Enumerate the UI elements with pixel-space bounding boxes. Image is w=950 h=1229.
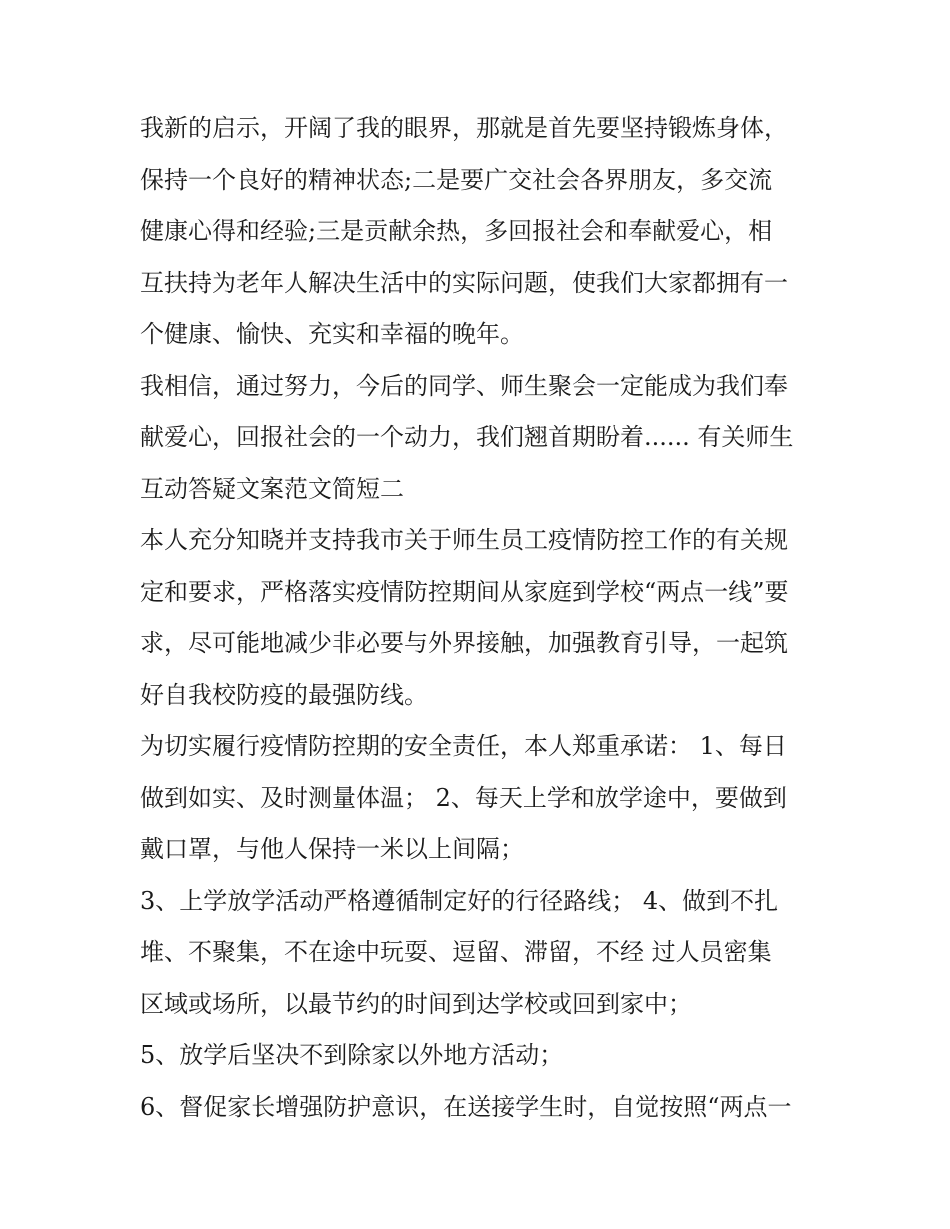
text-line: 戴口罩，与他人保持一米以上间隔；	[140, 835, 524, 863]
text-line: 互扶持为老年人解决生活中的实际问题，使我们大家都拥有一	[140, 268, 788, 297]
text-line: 做到如实、及时测量体温； 2、每天上学和放学途中，要做到	[140, 783, 787, 812]
text-line: 本人充分知晓并支持我市关于师生员工疫情防控工作的有关规	[140, 526, 788, 554]
text-line: 保持一个良好的精神状态;二是要广交社会各界朋友，多交流	[140, 165, 773, 194]
list-item: 3、上学放学活动严格遵循制定好的行径路线； 4、做到不扎	[140, 886, 779, 915]
text-line: 健康心得和经验;三是贡献余热，多回报社会和奉献爱心，相	[140, 217, 773, 245]
text-line: 好自我校防疫的最强防线。	[140, 680, 428, 709]
text-line: 我新的启示，开阔了我的眼界，那就是首先要坚持锻炼身体，	[140, 114, 788, 142]
text-line: 区域或场所，以最节约的时间到达学校或回到家中；	[140, 989, 692, 1018]
text-line: 定和要求，严格落实疫情防控期间从家庭到学校“两点一线”要	[140, 577, 789, 606]
section-heading: 互动答疑文案范文简短二	[140, 474, 404, 503]
text-line: 为切实履行疫情防控期的安全责任，本人郑重承诺： 1、每日	[140, 732, 787, 760]
list-item: 6、督促家长增强防护意识，在送接学生时，自觉按照“两点一	[140, 1092, 792, 1121]
document-body	[140, 103, 820, 1133]
text-line: 求，尽可能地减少非必要与外界接触，加强教育引导，一起筑	[140, 629, 788, 657]
text-line: 堆、不聚集，不在途中玩耍、逗留、滞留，不经 过人员密集	[140, 938, 772, 966]
list-item: 5、放学后坚决不到除家以外地方活动；	[140, 1041, 564, 1069]
text-line: 献爱心，回报社会的一个动力，我们翘首期盼着...... 有关师生	[140, 423, 794, 451]
text-line: 我相信，通过努力，今后的同学、师生聚会一定能成为我们奉	[140, 371, 788, 400]
text-line: 个健康、愉快、充实和幸福的晚年。	[140, 320, 524, 348]
